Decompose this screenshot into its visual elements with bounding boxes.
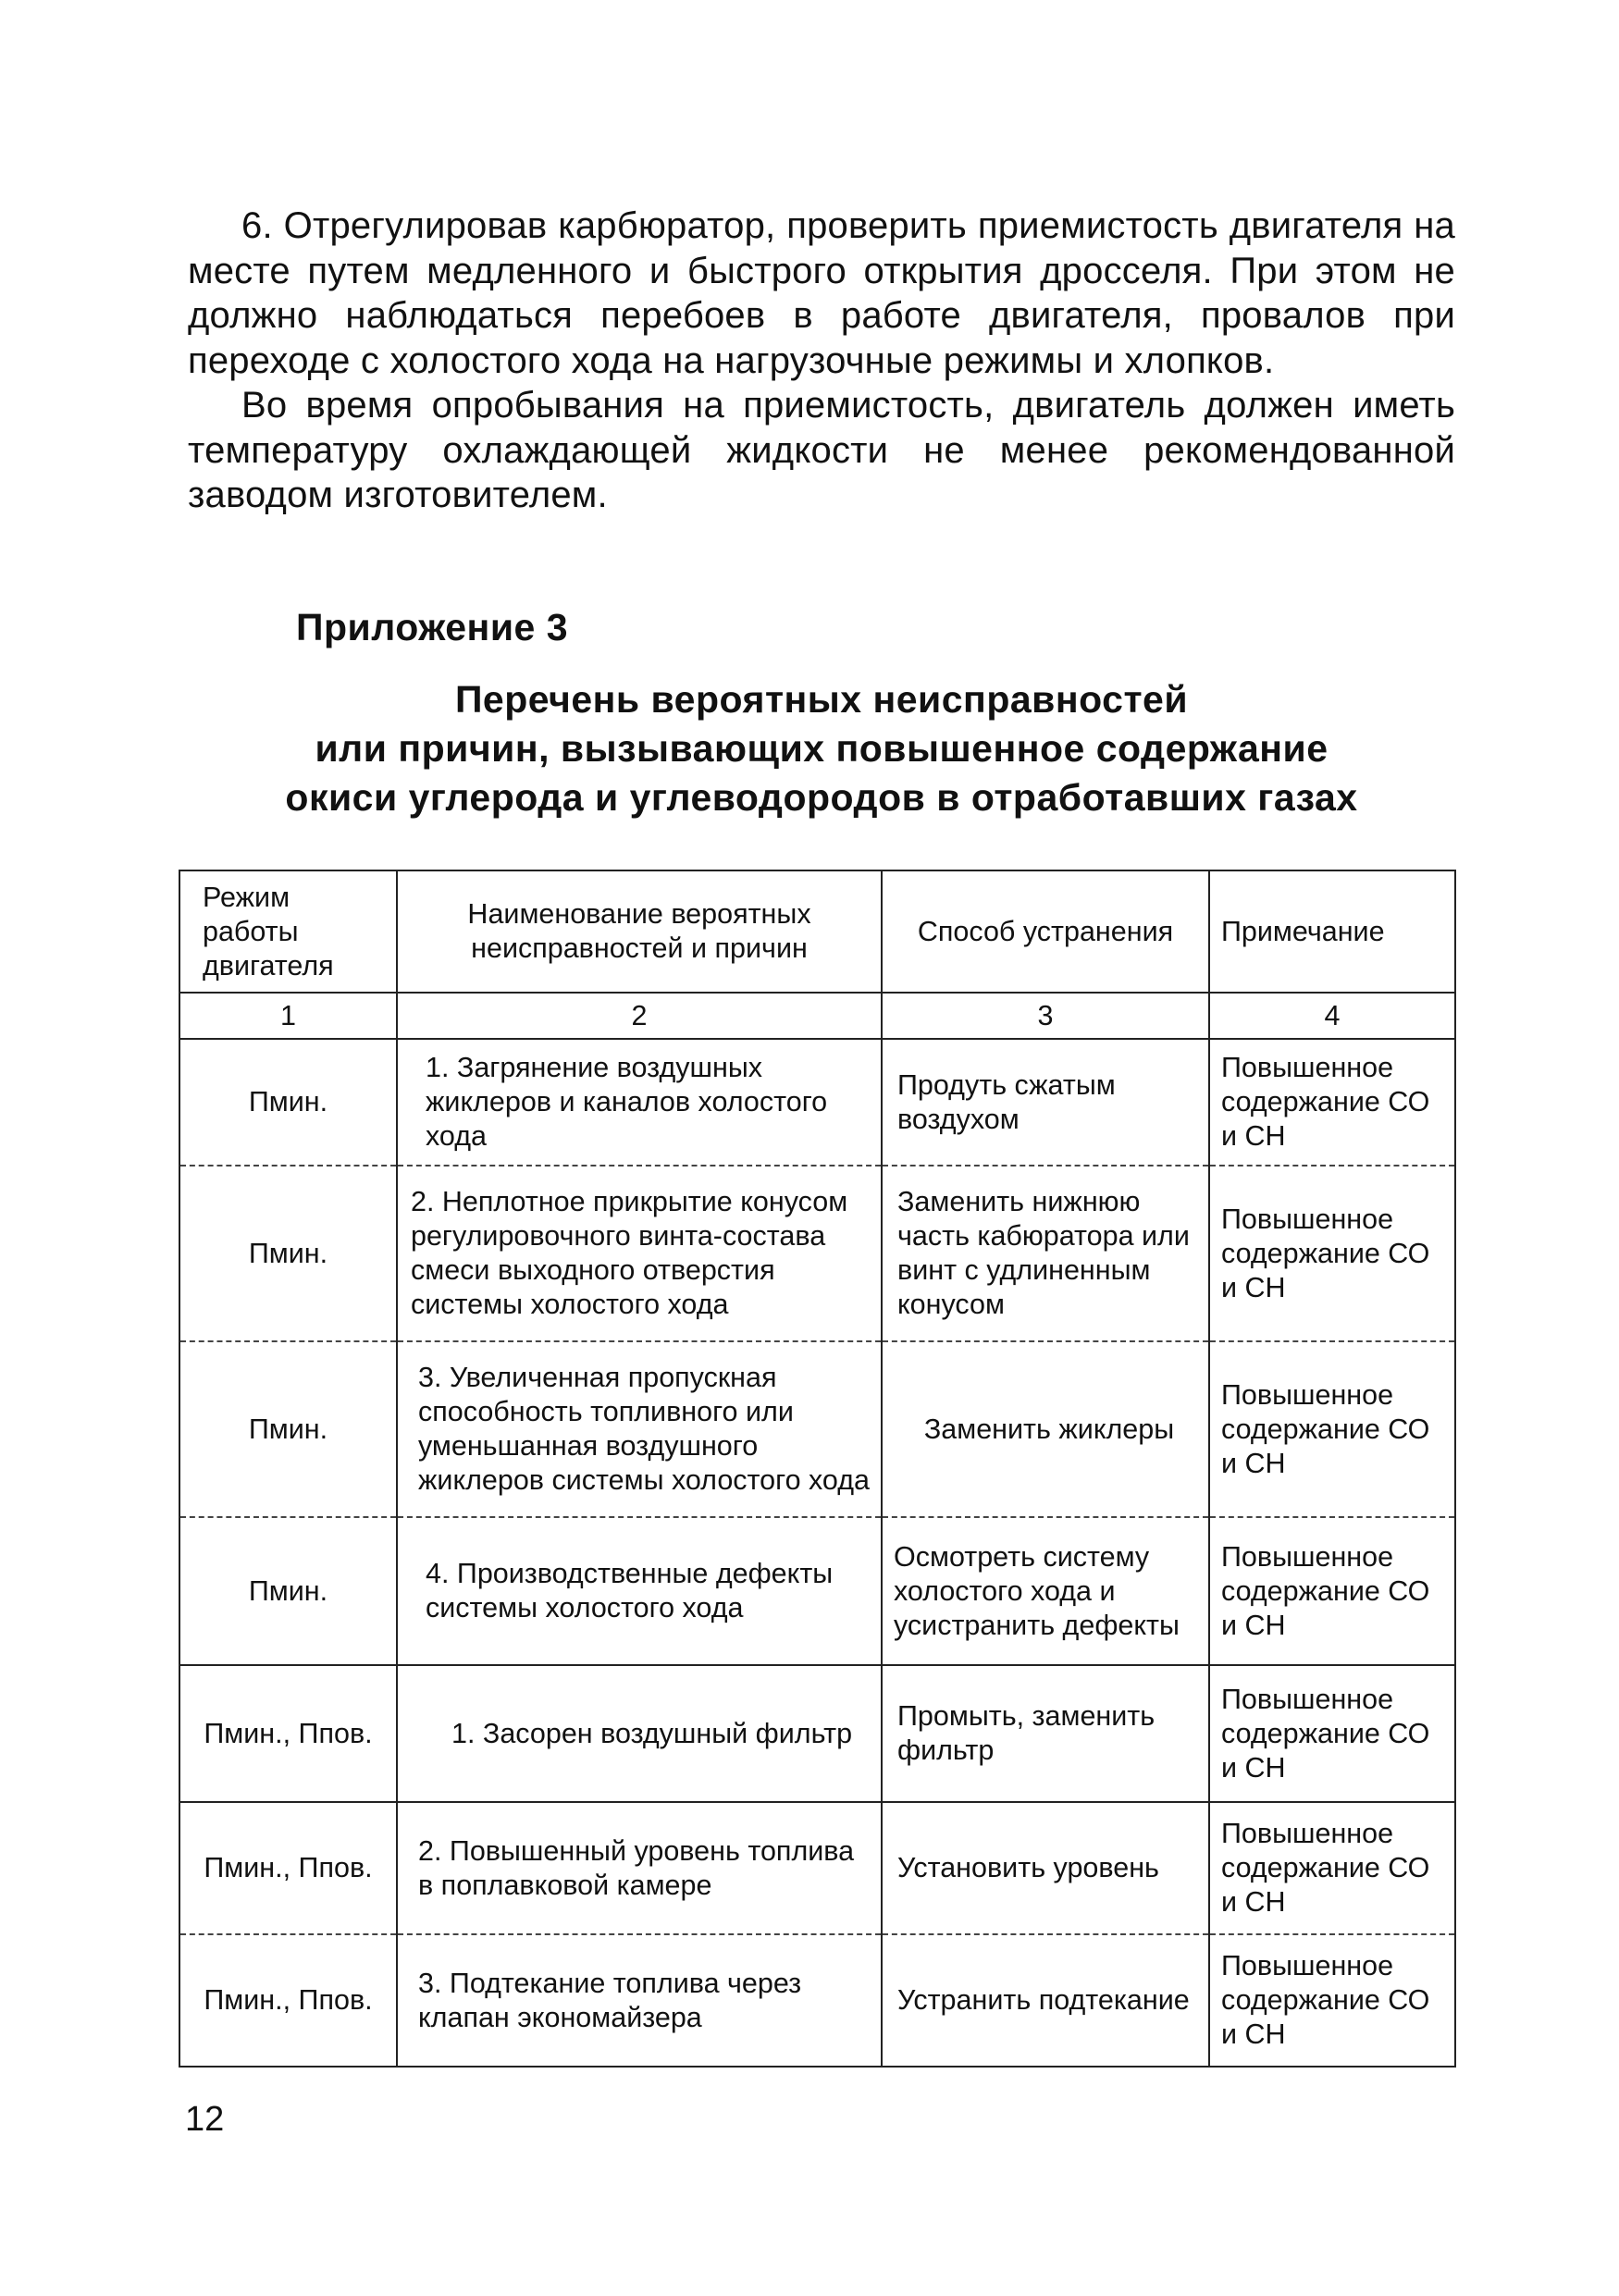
cell-note: Повышенное содержание СО и СН <box>1209 1341 1455 1517</box>
cell-note: Повышенное содержание СО и СН <box>1209 1039 1455 1166</box>
table-row <box>179 1166 1455 1341</box>
appendix-label: Приложение 3 <box>296 606 569 648</box>
table-title-line: или причин, вызывающих повышенное содержание <box>315 727 1329 770</box>
cell-cause: 1. Засорен воздушный фильтр <box>397 1665 882 1802</box>
cell-note: Повышенное содержание СО и СН <box>1209 1665 1455 1802</box>
table-row <box>179 1802 1455 1934</box>
paragraph-2: Во время опробывания на приемистость, двигатель должен иметь температуру охлаждающей жидкости не менее рекомендованной заводом изготовителем. <box>188 385 1455 515</box>
column-number: 3 <box>882 993 1209 1039</box>
column-number: 4 <box>1209 993 1455 1039</box>
cell-cause: 2. Повышенный уровень топлива в поплавковой камере <box>397 1802 882 1934</box>
table-row <box>179 1517 1455 1665</box>
column-number-row <box>179 993 1455 1039</box>
cell-fix: Заменить нижнюю часть кабюратора или винт с удлиненным конусом <box>882 1166 1209 1341</box>
column-number: 2 <box>397 993 882 1039</box>
cell-fix: Устранить подтекание <box>882 1934 1209 2067</box>
cell-fix: Продуть сжатым воздухом <box>882 1039 1209 1166</box>
cell-mode: Пмин., Ппов. <box>179 1665 397 1802</box>
table-title <box>188 675 1455 822</box>
cell-mode: Пмин., Ппов. <box>179 1802 397 1934</box>
header-cell-note: Примечание <box>1209 870 1455 993</box>
cell-fix: Промыть, заменить фильтр <box>882 1665 1209 1802</box>
cell-note: Повышенное содержание СО и СН <box>1209 1802 1455 1934</box>
table-row <box>179 1039 1455 1166</box>
cell-cause: 2. Неплотное прикрытие конусом регулировочного винта-состава смеси выходного отверстия системы холостого хода <box>397 1166 882 1341</box>
cell-mode: Пмин. <box>179 1039 397 1166</box>
cell-note: Повышенное содержание СО и СН <box>1209 1517 1455 1665</box>
header-cell-cause: Наименование вероятных неисправностей и причин <box>397 870 882 993</box>
cell-note: Повышенное содержание СО и СН <box>1209 1166 1455 1341</box>
cell-cause: 1. Загрянение воздушных жиклеров и каналов холостого хода <box>397 1039 882 1166</box>
table-row <box>179 1341 1455 1517</box>
table-row <box>179 1934 1455 2067</box>
paragraph-1: 6. Отрегулировав карбюратор, проверить приемистость двигателя на месте путем медленного и быстрого открытия дросселя. При этом не должно наблюдаться перебоев в работе двигателя, провалов при переходе с холостого хода на нагрузочные режимы и хлопков. <box>188 205 1455 381</box>
header-cell-fix: Способ устранения <box>882 870 1209 993</box>
cell-fix: Установить уровень <box>882 1802 1209 1934</box>
cell-cause: 3. Подтекание топлива через клапан экономайзера <box>397 1934 882 2067</box>
cell-note: Повышенное содержание СО и СН <box>1209 1934 1455 2067</box>
cell-mode: Пмин. <box>179 1341 397 1517</box>
cell-mode: Пмин. <box>179 1517 397 1665</box>
cell-mode: Пмин., Ппов. <box>179 1934 397 2067</box>
table-title-line: Перечень вероятных неисправностей <box>454 678 1189 721</box>
cell-cause: 3. Увеличенная пропускная способность топливного или уменьшанная воздушного жиклеров системы холостого хода <box>397 1341 882 1517</box>
cell-mode: Пмин. <box>179 1166 397 1341</box>
table-row <box>179 1665 1455 1802</box>
cell-cause: 4. Производственные дефекты системы холостого хода <box>397 1517 882 1665</box>
header-cell-mode: Режим работы двигателя <box>179 870 397 993</box>
column-number: 1 <box>179 993 397 1039</box>
cell-fix: Заменить жиклеры <box>882 1341 1209 1517</box>
table-header-row <box>179 870 1455 993</box>
table-title-line: окиси углерода и углеводородов в отработавших газах <box>285 776 1358 819</box>
body-text <box>188 204 1455 518</box>
page-number: 12 <box>185 2100 225 2139</box>
cell-fix: Осмотреть систему холостого хода и усистранить дефекты <box>882 1517 1209 1665</box>
faults-table <box>179 870 1456 2068</box>
